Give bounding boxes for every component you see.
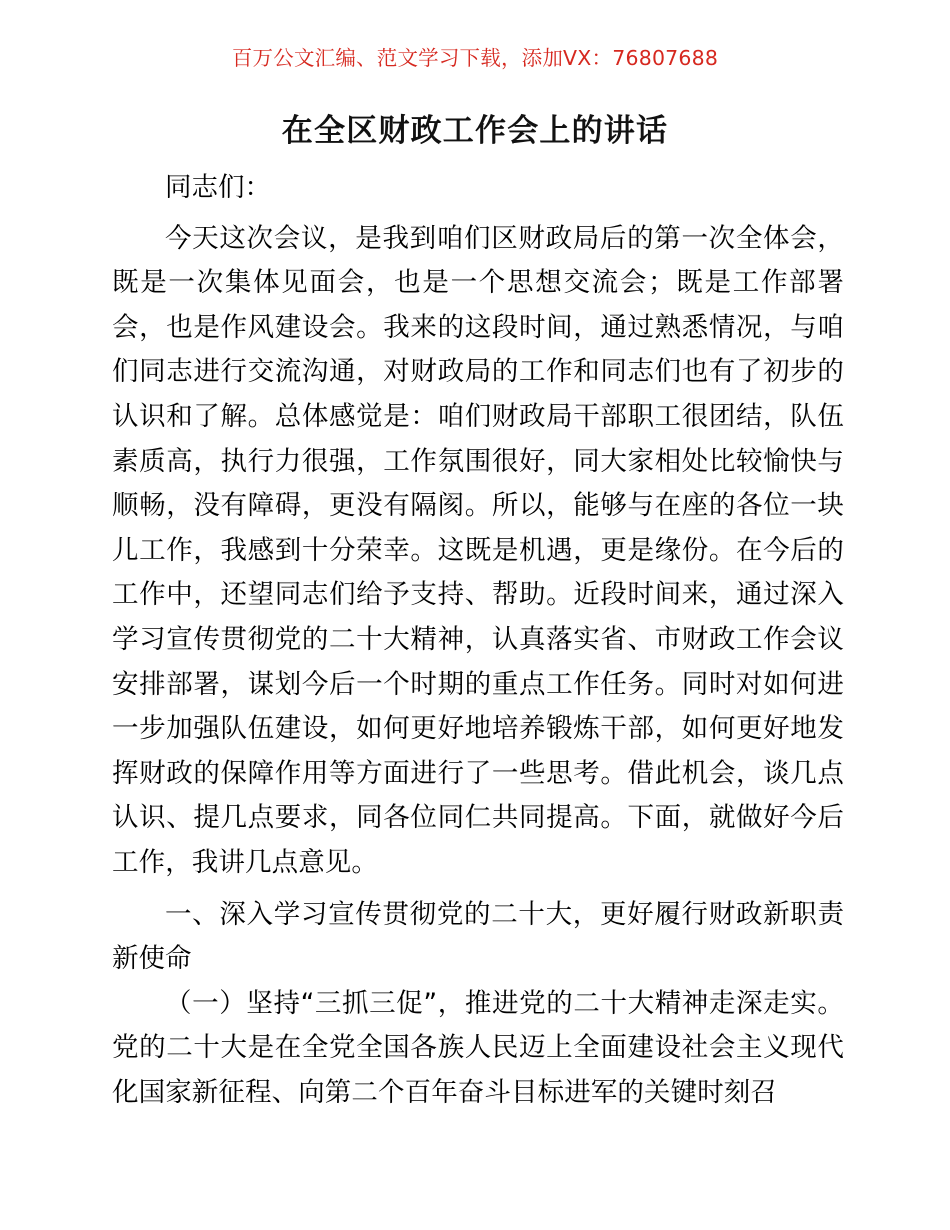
document-title: 在全区财政工作会上的讲话 — [281, 113, 669, 149]
salutation: 同志们： — [165, 172, 271, 203]
document-body — [112, 166, 844, 1115]
subsection-paragraph-1: （一）坚持“三抓三促”，推进党的二十大精神走深走实。党的二十大是在全党全国各族人民迈上全面建设社会主义现代化国家新征程、向第二个百年奋斗目标进军的关键时刻召 — [112, 987, 844, 1108]
promo-banner-text: 百万公文汇编、范文学习下载，添加VX：76807688 — [231, 46, 719, 70]
body-paragraph-1: 今天这次会议，是我到咱们区财政局后的第一次全体会，既是一次集体见面会，也是一个思想交流会；既是工作部署会，也是作风建设会。我来的这段时间，通过熟悉情况，与咱们同志进行交流沟通，对财政局的工作和同志们也有了初步的认识和了解。总体感觉是：咱们财政局干部职工很团结，队伍素质高，执行力很强，工作氛围很好，同大家相处比较愉快与顺畅，没有障碍，更没有隔阂。所以，能够与在座的各位一块儿工作，我感到十分荣幸。这既是机遇，更是缘份。在今后的工作中，还望同志们给予支持、帮助。近段时间来，通过深入学习宣传贯彻党的二十大精神，认真落实省、市财政工作会议安排部署，谋划今后一个时期的重点工作任务。同时对如何进一步加强队伍建设，如何更好地培养锻炼干部，如何更好地发挥财政的保障作用等方面进行了一些思考。借此机会，谈几点认识、提几点要求，同各位同仁共同提高。下面，就做好今后工作，我讲几点意见。 — [112, 222, 844, 878]
section-heading-1: 一、深入学习宣传贯彻党的二十大，更好履行财政新职责新使命 — [112, 898, 844, 975]
